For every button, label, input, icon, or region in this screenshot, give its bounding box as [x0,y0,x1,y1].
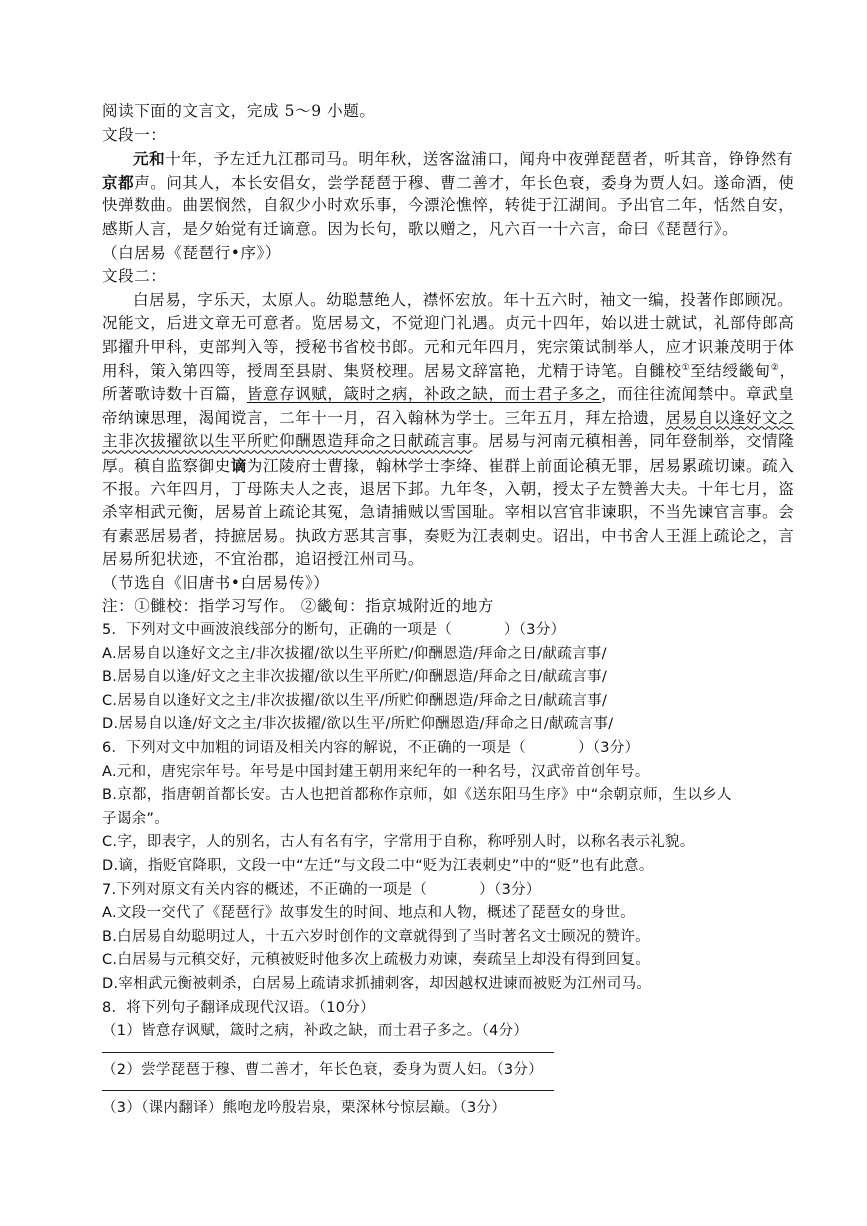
document-page [102,100,796,1121]
passage-text: 用科，策入第四等，授周至县尉、集贤校理。居易文辞富艳，尤精于诗笔。自雠校 [102,361,682,380]
footnotes: 注：①雠校：指学习写作。 ②畿甸：指京城附近的地方 [102,597,494,616]
option-b-cont: 子谒余”。 [102,810,170,827]
score-text: ）（3分） [479,881,541,898]
question-stem [102,879,772,903]
passage-2-line [102,407,795,431]
question-stem [102,619,772,643]
passage-2-line: 居易所犯状迹，不宜治郡，追诏授江州司马。 [102,550,425,569]
source-1: （白居易《琵琶行•序》） [102,243,282,262]
question-stem [102,737,772,761]
translation-item-1: （1）皆意存讽赋，箴时之病，补政之缺，而士君子多之。（4分） [102,1023,529,1040]
source-2: （节选自《旧唐书•白居易传》） [102,573,330,592]
passage-2-line: 有素恶居易者，持摭居易。执政方恶其言事，奏贬为江表刺史。诏出，中书舍人王涯上疏论之，言 [102,526,795,545]
intro-line: 阅读下面的文言文，完成 5～9 小题。 [102,102,376,120]
question-6 [102,737,772,879]
passage-text: 厚。稹自监察御史 [102,456,231,475]
note-marker-1: ① [681,362,691,373]
passage-text: ， [779,361,796,380]
translation-item-2: （2）尝学琵琶于穆、曹二善才，年长色衰，委身为贾人妇。（3分） [102,1061,543,1078]
wavy-underlined-text: 主非次拔擢欲以生平所贮仰酬恩造拜命之日献疏言事 [102,432,473,451]
question-5 [102,619,772,737]
passage-2-line [102,454,795,478]
bold-term-zhe: 谪 [230,455,247,475]
bold-term-yuanhe: 元和 [133,149,166,169]
option-a: A.元和，唐宪宗年号。年号是中国封建王朝用来纪年的一种名号，汉武帝首创年号。 [102,763,650,780]
passage-2-line: 杀宰相武元衡，居易首上疏论其冤，急请捕贼以雪国耻。宰相以宫官非谏职，不当先谏官言事。会 [102,503,795,522]
underlined-sentence: 皆意存讽赋，箴时之病，补政之缺，而士君子多之 [246,385,602,404]
passage-1 [102,147,795,241]
translation-item-3: （3）（课内翻译）熊咆龙吟殷岩泉，栗深林兮惊层巅。（3分） [102,1100,507,1117]
option-d: D.谪，指贬官降职，文段一中“左迁”与文段二中“贬为江表刺史”中的“贬”也有此意。 [102,858,654,874]
stem-text: 6．下列对文中加粗的词语及相关内容的解说，不正确的一项是（ [102,740,526,757]
passage-1-line [102,147,794,171]
passage-1-line: 感斯人言，是夕始觉有迁谪意。因为长句，歌以赠之，凡六百一十六言，命曰《琵琶行》。 [102,219,739,238]
passage-text: 。居易与河南元稹相善，同年登制举，交情隆 [472,432,795,451]
passage-2-line [102,360,796,384]
passage-2-line: 郢擢升甲科，吏部判入等，授秘书省校书郎。元和元年四月，宪宗策试制举人，应才识兼茂明于体 [102,337,795,356]
answer-line-1[interactable] [102,1052,554,1053]
option-b: B.白居易自幼聪明过人，十五六岁时创作的文章就得到了当时著名文士顾况的赞许。 [102,928,650,945]
passage-text: 声。问其人，本长安倡女，尝学琵琶于穆、曹二善才，年长色衰，委身为贾人妇。遂命酒，使 [134,173,795,192]
option-b: B.京都，指唐朝首都长安。古人也把首都称作京师，如《送东阳马生序》中“余朝京师，生以乡人 [102,787,732,804]
passage-text: ，而往往流闻禁中。章武皇 [601,385,795,404]
bold-term-jingdu: 京都 [102,172,135,192]
passage-1-line [102,171,795,195]
option-a: A.居易自以逢好文之主/非次拔擢/欲以生平所贮/仰酬恩造/拜命之日/献疏言事/ [102,645,607,662]
option-d: D.居易自以逢/好文之主/非次拔擢/欲以生平/所贮仰酬恩造/拜命之日/献疏言事/ [102,716,614,733]
option-b: B.居易自以逢/好文之主非次拔擢/欲以生平所贮/仰酬恩造/拜命之日/献疏言事/ [102,669,608,686]
stem-text: 5．下列对文中画波浪线部分的断句，正确的一项是（ [102,622,452,639]
question-stem: 8．将下列句子翻译成现代汉语。（10分） [102,999,375,1016]
passage-2 [102,289,796,572]
answer-line-2[interactable] [102,1090,554,1091]
option-d: D.宰相武元衡被刺杀，白居易上疏请求抓捕刺客，却因越权进谏而被贬为江州司马。 [102,975,652,992]
section-1-label: 文段一： [102,125,167,144]
passage-2-line [102,383,795,407]
passage-text: 十年，予左迁九江郡司马。明年秋，送客湓浦口，闻舟中夜弹琵琶者，听其音，铮铮然有 [165,150,794,169]
note-marker-2: ② [770,362,780,373]
question-7 [102,879,772,997]
score-text: ）（3分） [503,622,566,639]
passage-text: 为江陵府士曹掾，翰林学士李绛、崔群上前面论稹无罪，居易累疏切谏。疏入 [246,456,795,475]
option-a: A.文段一交代了《琵琶行》故事发生的时间、地点和人物，概述了琵琶女的身世。 [102,905,635,922]
option-c: C.居易自以逢好文之主/非次拔擢/欲以生平/所贮仰酬恩造/拜命之日/献疏言事/ [102,692,608,709]
passage-2-line: 白居易，字乐天，太原人。幼聪慧绝人，襟怀宏放。年十五六时，袖文一编，投著作郎顾况。 [133,290,794,309]
passage-text: 所著歌诗数十百篇， [102,385,247,404]
section-2-label: 文段二： [102,267,167,286]
passage-text: 至结绶畿甸 [690,361,771,380]
passage-text: 帝纳谏思理，渴闻谠言，二年十一月，召入翰林为学士。三年五月，拜左拾遗， [102,408,666,427]
question-8 [102,997,772,1121]
passage-2-line: 不报。六年四月，丁母陈夫人之丧，退居下邽。九年冬，入朝，授太子左赞善大夫。十年七月，盗 [102,479,795,498]
score-text: ）（3分） [577,740,640,757]
option-c: C.字，即表字，人的别名，古人有名有字，字常用于自称，称呼别人时，以称名表示礼貌。 [102,834,695,851]
wavy-underlined-text: 居易自以逢好文之 [665,408,795,427]
passage-1-line: 快弹数曲。曲罢悯然，自叙少小时欢乐事，今漂沦憔悴，转徙于江湖间。予出官二年，恬然自安， [102,196,795,215]
stem-text: 7.下列对原文有关内容的概述，不正确的一项是（ [102,881,428,898]
passage-2-line: 况能文，后进文章无可意者。览居易文，不觉迎门礼遇。贞元十四年，始以进士就试，礼部侍郎高 [102,314,795,333]
option-c: C.白居易与元稹交好，元稹被贬时他多次上疏极力劝谏，奏疏呈上却没有得到回复。 [102,952,651,969]
passage-2-line [102,430,795,454]
